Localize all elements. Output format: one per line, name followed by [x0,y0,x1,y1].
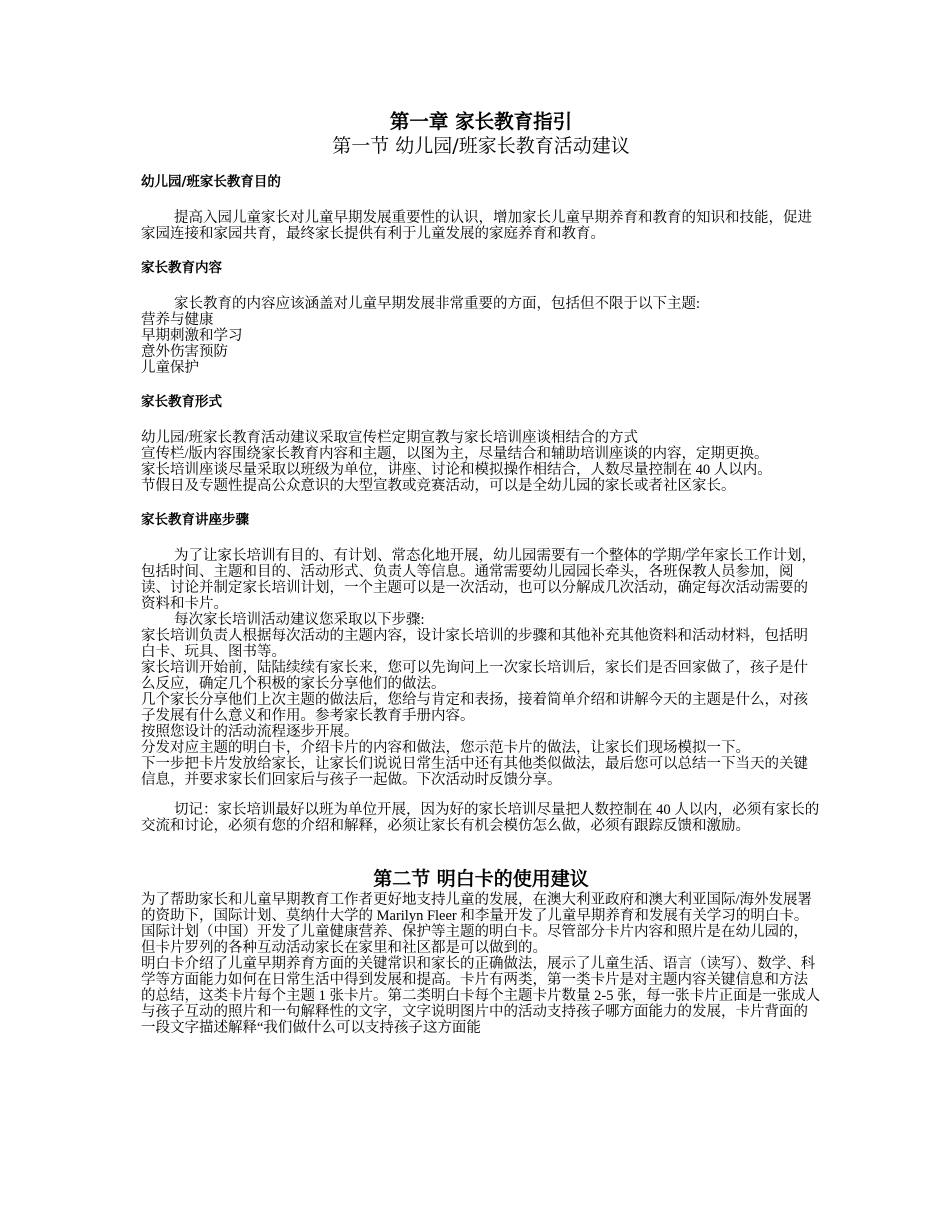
forms-line: 幼儿园/班家长教育活动建议采取宣传栏定期宣教与家长培训座谈相结合的方式 [141,430,639,446]
forms-line: 宣传栏/版内容围绕家长教育内容和主题，以图为主，尽量结合和辅助培训座谈的内容，定期更换。 [141,446,769,462]
content-item: 儿童保护 [141,360,199,376]
section2-paragraph: 明白卡介绍了儿童早期养育方面的关键常识和家长的正确做法，展示了儿童生活、语言（读写）、数学、科学等方面能力如何在日常生活中得到发展和提高。卡片有两类，第一类卡片是对主题内容关键信息和方法的总结，这类卡片每个主题 1 张卡片。第二类明白卡每个主题卡片数量 2-5 张，每一张卡片正面是一张成人与孩子互动的照片和一句解释性的文字，文字说明图片中的活动支持孩子哪方面能力的发展，卡片背面的一段文字描述解释“我们做什么可以支持孩子这方面能 [141,956,821,1036]
content-item: 意外伤害预防 [141,344,228,360]
content-item: 早期刺激和学习 [141,328,243,344]
forms-heading: 家长教育形式 [141,394,222,410]
content-heading: 家长教育内容 [141,260,222,276]
steps-line: 家长培训开始前，陆陆续续有家长来，您可以先询问上一次家长培训后，家长们是否回家做了，孩子是什么反应，确定几个积极的家长分享他们的做法。 [141,660,808,692]
steps-line: 按照您设计的活动流程逐步开展。 [141,724,359,740]
purpose-paragraph: 提高入园儿童家长对儿童早期发展重要性的认识，增加家长儿童早期养育和教育的知识和技能，促进家园连接和家园共育，最终家长提供有利于儿童发展的家庭养育和教育。 [141,210,812,242]
section2-paragraph: 为了帮助家长和儿童早期教育工作者更好地支持儿童的发展，在澳大利亚政府和澳大利亚国际/海外发展署的资助下，国际计划、莫纳什大学的 Marilyn Fleer 和李量开发了儿童早期养育和发展有关学习的明白卡。国际计划（中国）开发了儿童健康营养、保护等主题的明白卡。尽管部分卡片内容和照片是在幼儿园的，但卡片罗列的各种互动活动家长在家里和社区都是可以做到的。 [141,892,813,956]
purpose-heading: 幼儿园/班家长教育目的 [141,174,281,190]
forms-line: 家长培训座谈尽量采取以班级为单位，讲座、讨论和模拟操作相结合，人数尽量控制在 40 人以内。 [141,462,772,478]
steps-line: 几个家长分享他们上次主题的做法后，您给与肯定和表扬，接着简单介绍和讲解今天的主题是什么，对孩子发展有什么意义和作用。参考家长教育手册内容。 [141,692,808,724]
content-intro: 家长教育的内容应该涵盖对儿童早期发展非常重要的方面，包括但不限于以下主题: [174,296,701,312]
section2-title: 第二节 明白卡的使用建议 [373,868,589,890]
steps-intro: 每次家长培训活动建议您采取以下步骤: [174,612,425,628]
chapter-title: 第一章 家长教育指引 [389,110,573,133]
steps-note: 切记：家长培训最好以班为单位开展，因为好的家长培训尽量把人数控制在 40 人以内，必须有家长的交流和讨论，必须有您的介绍和解释，必须让家长有机会模仿怎么做，必须有跟踪反馈和激励。 [141,802,820,834]
steps-line: 分发对应主题的明白卡，介绍卡片的内容和做法，您示范卡片的做法，让家长们现场模拟一下。 [141,740,750,756]
content-item: 营养与健康 [141,312,214,328]
steps-paragraph: 为了让家长培训有目的、有计划、常态化地开展，幼儿园需要有一个整体的学期/学年家长工作计划，包括时间、主题和目的、活动形式、负责人等信息。通常需要幼儿园园长牵头，各班保教人员参加，阅读、讨论并制定家长培训计划，一个主题可以是一次活动，也可以分解成几次活动，确定每次活动需要的资料和卡片。 [141,548,817,612]
steps-heading: 家长教育讲座步骤 [141,512,249,528]
forms-line: 节假日及专题性提高公众意识的大型宣教或竞赛活动，可以是全幼儿园的家长或者社区家长。 [141,478,736,494]
section-title: 第一节 幼儿园/班家长教育活动建议 [332,135,630,157]
document-body [141,110,821,1036]
steps-line: 家长培训负责人根据每次活动的主题内容，设计家长培训的步骤和其他补充其他资料和活动材料，包括明白卡、玩具、图书等。 [141,628,808,660]
steps-line: 下一步把卡片发放给家长，让家长们说说日常生活中还有其他类似做法，最后您可以总结一下当天的关键信息，并要求家长们回家后与孩子一起做。下次活动时反馈分享。 [141,756,808,788]
